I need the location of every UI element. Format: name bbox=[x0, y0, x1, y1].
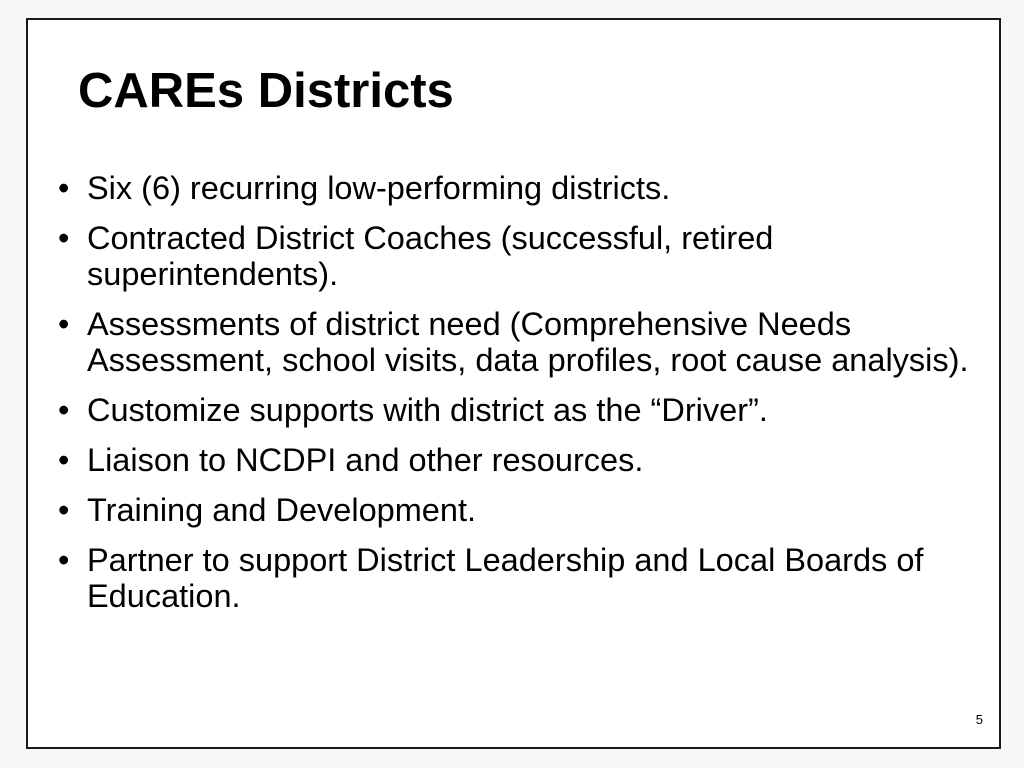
bullet-text: Partner to support District Leadership and Local Boards of Education. bbox=[87, 542, 924, 614]
bullet-item bbox=[58, 492, 978, 528]
bullet-dot-icon: • bbox=[58, 220, 70, 256]
bullet-item bbox=[58, 392, 978, 428]
bullet-text: Contracted District Coaches (successful, retired superintendents). bbox=[87, 220, 774, 292]
bullet-item bbox=[58, 542, 978, 614]
bullet-item bbox=[58, 306, 978, 378]
slide-title: CAREs Districts bbox=[78, 64, 454, 118]
bullet-dot-icon: • bbox=[58, 442, 70, 478]
slide bbox=[26, 18, 1001, 749]
bullet-text: Customize supports with district as the “Driver”. bbox=[87, 392, 768, 428]
bullet-dot-icon: • bbox=[58, 392, 70, 428]
bullet-dot-icon: • bbox=[58, 170, 70, 206]
bullet-item bbox=[58, 170, 978, 206]
bullet-text: Liaison to NCDPI and other resources. bbox=[87, 442, 644, 478]
page-number: 5 bbox=[975, 712, 983, 727]
bullet-item bbox=[58, 220, 978, 292]
bullet-dot-icon: • bbox=[58, 492, 70, 528]
bullet-text: Assessments of district need (Comprehensive Needs Assessment, school visits, data profiles, root cause analysis). bbox=[87, 306, 969, 378]
bullet-dot-icon: • bbox=[58, 306, 70, 342]
bullet-text: Training and Development. bbox=[87, 492, 477, 528]
bullet-text: Six (6) recurring low-performing districts. bbox=[87, 170, 671, 206]
bullet-dot-icon: • bbox=[58, 542, 70, 578]
bullet-list bbox=[58, 170, 978, 628]
bullet-item bbox=[58, 442, 978, 478]
